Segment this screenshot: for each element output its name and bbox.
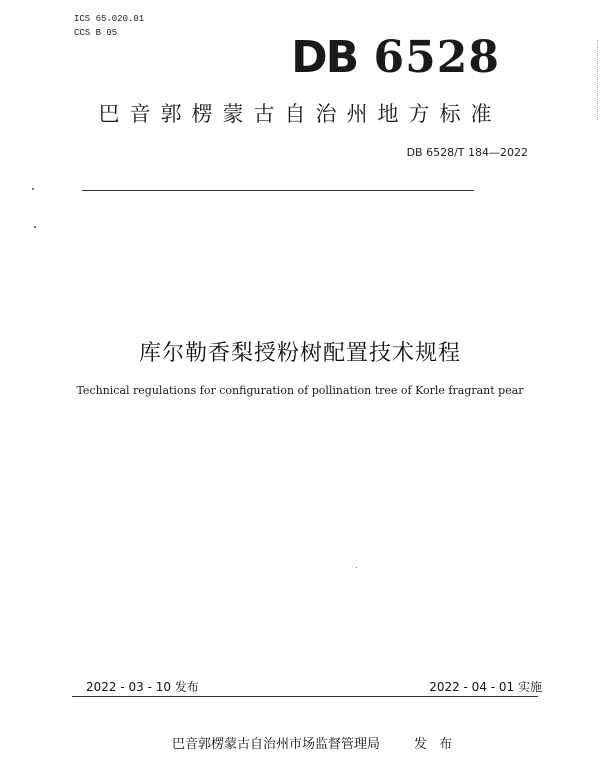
standard-number: DB 6528/T 184—2022: [406, 146, 528, 159]
db-logo-prefix: DB: [291, 32, 358, 83]
scan-speck: [34, 226, 36, 228]
publisher-name: 巴音郭楞蒙古自治州市场监督管理局: [172, 737, 381, 752]
issue-date: 2022 - 03 - 10 发布: [86, 680, 199, 694]
document-title-english: Technical regulations for configuration of pollination tree of Korle fragrant pear: [76, 384, 524, 397]
implementation-date: 2022 - 04 - 01 实施: [429, 680, 542, 694]
bottom-divider: [72, 696, 538, 697]
top-divider: [82, 190, 474, 191]
db-logo-code: 6528: [373, 32, 500, 83]
ccs-code: CCS B 05: [74, 28, 118, 38]
scan-speck: [356, 567, 357, 568]
scan-speck: [32, 188, 34, 190]
publish-label: 发 布: [414, 737, 457, 752]
classification-codes: [74, 12, 144, 40]
scan-edge-marks: [596, 40, 598, 120]
ics-code: ICS 65.020.01: [74, 14, 145, 24]
document-title-chinese: 库尔勒香梨授粉树配置技术规程: [138, 341, 461, 366]
issuer-standard-title: 巴音郭楞蒙古自治州地方标准: [98, 102, 502, 126]
db-standard-logo: [291, 34, 500, 82]
